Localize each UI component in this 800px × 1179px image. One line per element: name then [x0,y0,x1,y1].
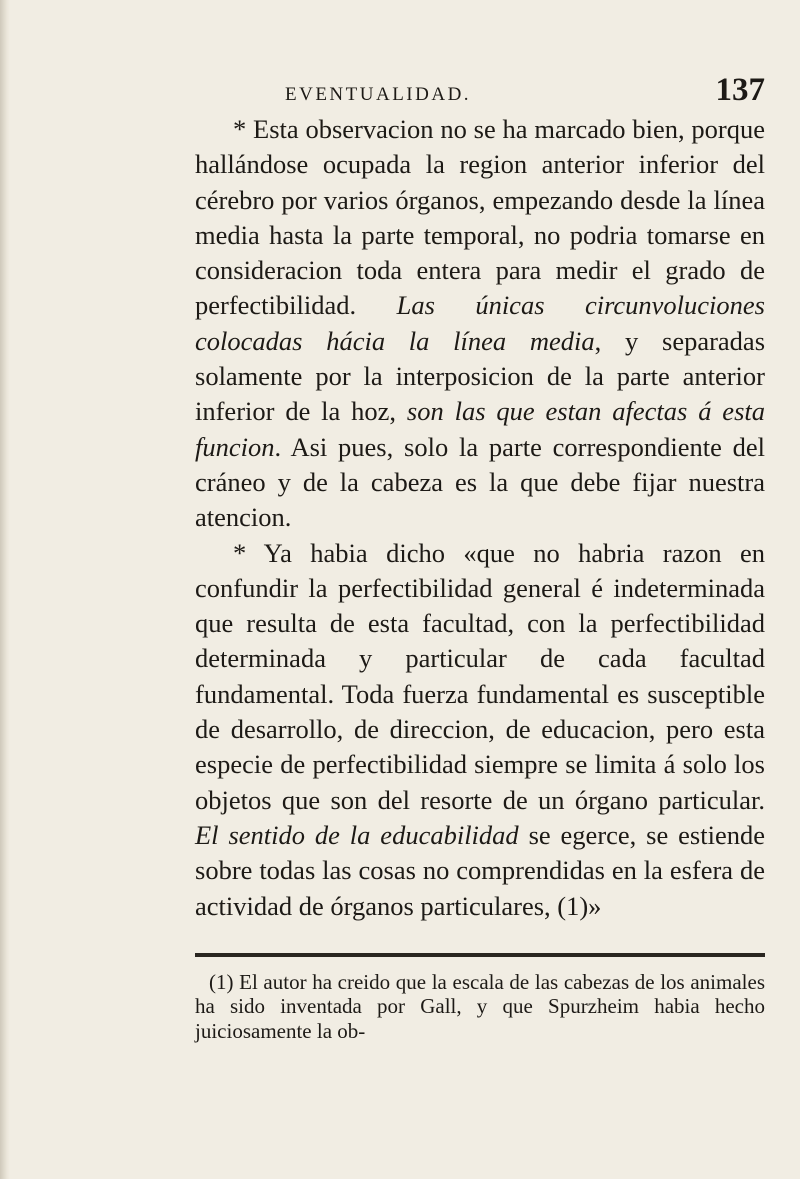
p1-text-b: , y separadas solamente por la interposicion de la parte anterior inferior de la hoz, [195,325,766,427]
p2-italic-a: El sentido de la educabilidad [195,819,519,850]
running-head [195,72,765,112]
p1-text-a: * Esta observacion no se ha marcado bien, porque hallándose ocupada la region anterior inferior del cérebro por varios órganos, empezando desde la línea media hasta la parte temporal, no podria tomarse en consideracion toda entera para medir el grado de perfectibilidad. [195,114,765,321]
paragraph-2 [195,536,765,924]
book-page [195,72,765,1043]
footnote-separator [195,953,765,957]
footnote: (1) El autor ha creido que la escala de las cabezas de los animales ha sido inventada por Gall, y que Spurzheim habia hecho juiciosamente la ob- [195,969,765,1043]
page-edge [0,0,10,1179]
running-title: EVENTUALIDAD. [285,84,472,105]
p1-italic-a: Las únicas circunvoluciones colocadas hácia la línea media [195,290,765,356]
footnote-rule [195,953,765,957]
page-number: 137 [715,72,765,108]
body-text [195,112,765,924]
p2-text-a: * Ya habia dicho «que no habria razon en confundir la perfectibilidad general é indeterminada que resulta de esta facultad, con la perfectibilidad determinada y particular de cada facultad fundamental. Toda fuerza fundamental es susceptible de desarrollo, de direccion, de educacion, pero esta especie de perfectibilidad siempre se limita á solo los objetos que son del resorte de un órgano particular. [195,537,765,815]
paragraph-1 [195,112,765,536]
p1-text-c: . Asi pues, solo la parte correspondiente del cráneo y de la cabeza es la que debe fijar nuestra atencion. [195,431,765,533]
p1-italic-b: son las que estan afectas á esta funcion [195,396,765,462]
p2-text-b: se egerce, se estiende sobre todas las cosas no comprendidas en la esfera de actividad de órganos particulares, (1)» [195,819,765,921]
